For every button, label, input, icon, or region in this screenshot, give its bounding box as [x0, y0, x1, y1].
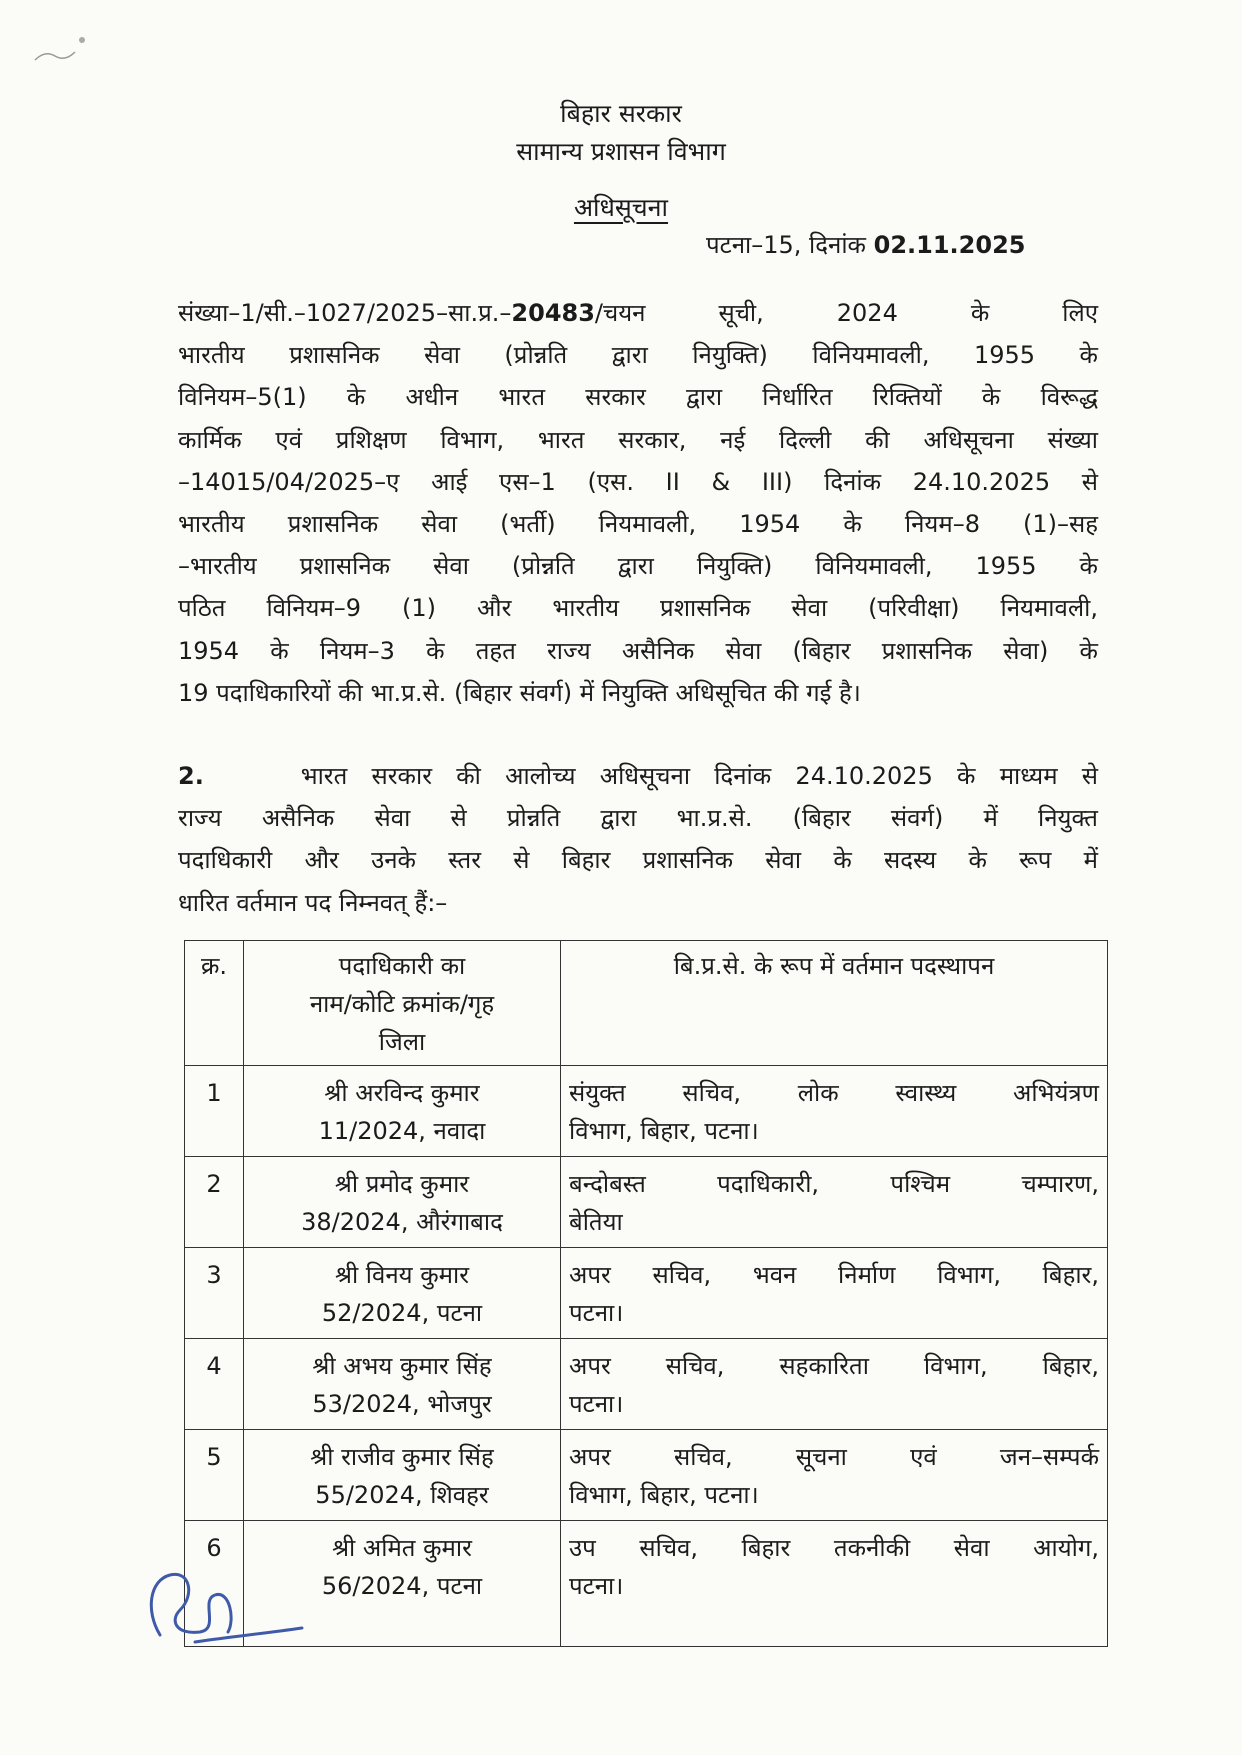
posting-line: पटना। — [569, 1572, 624, 1600]
officer-code-district: 56/2024, पटना — [321, 1572, 483, 1600]
officers-table — [184, 940, 1108, 1647]
table-row — [185, 1066, 1108, 1157]
row-posting — [561, 1066, 1108, 1157]
posting-line: संयुक्त सचिव, लोक स्वास्थ्य अभियंत्रण — [569, 1079, 1099, 1107]
department-name: सामान्य प्रशासन विभाग — [516, 137, 726, 166]
signature-mark — [140, 1540, 310, 1650]
row-serial: 5 — [185, 1430, 244, 1521]
posting-line: बन्दोबस्त पदाधिकारी, पश्चिम चम्पारण, — [569, 1170, 1099, 1198]
row-officer — [244, 1157, 561, 1248]
officer-code-district: 52/2024, पटना — [321, 1299, 483, 1327]
table-row — [185, 1521, 1108, 1647]
row-serial: 1 — [185, 1066, 244, 1157]
row-serial: 6 — [185, 1521, 244, 1647]
paragraph-2-line: पदाधिकारी और उनके स्तर से बिहार प्रशासनिक सेवा के सदस्य के रूप में — [178, 846, 1098, 875]
header-name-line: नाम/कोटि क्रमांक/गृह — [309, 990, 495, 1018]
posting-line: पटना। — [569, 1390, 624, 1418]
table-row — [185, 1157, 1108, 1248]
officer-name: श्री अभय कुमार सिंह — [312, 1352, 492, 1380]
posting-line: अपर सचिव, भवन निर्माण विभाग, बिहार, — [569, 1261, 1099, 1289]
paragraph-2-text: भारत सरकार की आलोच्य अधिसूचना दिनांक 24.10.2025 के माध्यम से — [300, 762, 1099, 790]
header-name-line: जिला — [378, 1028, 426, 1056]
header-serial: क्र. — [185, 941, 244, 1066]
officer-name: श्री प्रमोद कुमार — [334, 1170, 470, 1198]
paragraph-1-line: भारतीय प्रशासनिक सेवा (प्रोन्नति द्वारा नियुक्ति) विनियमावली, 1955 के — [178, 341, 1098, 370]
table-row — [185, 1339, 1108, 1430]
officer-code-district: 11/2024, नवादा — [318, 1117, 486, 1145]
paragraph-2-line — [178, 755, 1098, 797]
posting-line: अपर सचिव, सहकारिता विभाग, बिहार, — [569, 1352, 1099, 1380]
posting-line: उप सचिव, बिहार तकनीकी सेवा आयोग, — [569, 1534, 1099, 1562]
row-posting — [561, 1248, 1108, 1339]
paragraph-2-line: धारित वर्तमान पद निम्नवत् हैं:– — [178, 888, 448, 917]
table-header-row — [185, 941, 1108, 1066]
row-posting — [561, 1521, 1108, 1647]
officer-name: श्री विनय कुमार — [334, 1261, 470, 1289]
officer-name: श्री अरविन्द कुमार — [324, 1079, 480, 1107]
row-posting — [561, 1430, 1108, 1521]
row-officer — [244, 1430, 561, 1521]
row-posting — [561, 1157, 1108, 1248]
paragraph-1-line: –भारतीय प्रशासनिक सेवा (प्रोन्नति द्वारा नियुक्ति) विनियमावली, 1955 के — [178, 552, 1098, 581]
reference-prefix: संख्या–1/सी.–1027/2025–सा.प्र.– — [178, 299, 512, 327]
officer-name: श्री राजीव कुमार सिंह — [310, 1443, 494, 1471]
officer-code-district: 55/2024, शिवहर — [315, 1481, 489, 1509]
row-serial: 4 — [185, 1339, 244, 1430]
officer-name: श्री अमित कुमार — [332, 1534, 472, 1562]
paragraph-1-line: कार्मिक एवं प्रशिक्षण विभाग, भारत सरकार, नई दिल्ली की अधिसूचना संख्या — [178, 425, 1098, 454]
paragraph-1-line: –14015/04/2025–ए आई एस–1 (एस. II & III) दिनांक 24.10.2025 से — [178, 467, 1098, 496]
place-label: पटना–15, दिनांक — [706, 231, 866, 259]
header-current-posting: बि.प्र.से. के रूप में वर्तमान पदस्थापन — [561, 941, 1108, 1066]
table-row — [185, 1430, 1108, 1521]
header-officer-name — [244, 941, 561, 1066]
row-posting — [561, 1339, 1108, 1430]
posting-line: पटना। — [569, 1299, 624, 1327]
paragraph-1 — [178, 292, 1098, 714]
notice-date: 02.11.2025 — [873, 231, 1026, 259]
posting-line: विभाग, बिहार, पटना। — [569, 1117, 759, 1145]
paragraph-1-line — [178, 292, 1098, 334]
row-officer — [244, 1066, 561, 1157]
notice-title — [0, 190, 1242, 224]
posting-line: बेतिया — [569, 1208, 623, 1236]
row-serial: 3 — [185, 1248, 244, 1339]
row-serial: 2 — [185, 1157, 244, 1248]
paragraph-1-line: पठित विनियम–9 (1) और भारतीय प्रशासनिक सेवा (परिवीक्षा) नियमावली, — [178, 594, 1098, 623]
place-date — [706, 228, 1025, 261]
table-row — [185, 1248, 1108, 1339]
reference-suffix: /चयन सूची, 2024 के लिए — [594, 299, 1098, 327]
government-name: बिहार सरकार — [560, 99, 682, 128]
row-officer — [244, 1248, 561, 1339]
reference-number: 20483 — [511, 299, 595, 327]
paragraph-2 — [178, 755, 1098, 924]
paragraph-1-line: 19 पदाधिकारियों की भा.प्र.से. (बिहार संवर्ग) में नियुक्ति अधिसूचित की गई है। — [178, 678, 861, 707]
paragraph-2-line: राज्य असैनिक सेवा से प्रोन्नति द्वारा भा.प्र.से. (बिहार संवर्ग) में नियुक्त — [178, 804, 1098, 833]
header-name-line: पदाधिकारी का — [338, 952, 466, 980]
officer-code-district: 53/2024, भोजपुर — [312, 1390, 492, 1418]
officer-code-district: 38/2024, औरंगाबाद — [301, 1208, 503, 1236]
paragraph-1-line: भारतीय प्रशासनिक सेवा (भर्ती) नियमावली, 1954 के नियम–8 (1)–सह — [178, 510, 1098, 539]
row-officer — [244, 1339, 561, 1430]
paragraph-1-line: 1954 के नियम–3 के तहत राज्य असैनिक सेवा (बिहार प्रशासनिक सेवा) के — [178, 636, 1098, 665]
posting-line: अपर सचिव, सूचना एवं जन–सम्पर्क — [569, 1443, 1099, 1471]
paragraph-1-line: विनियम–5(1) के अधीन भारत सरकार द्वारा निर्धारित रिक्तियों के विरूद्ध — [178, 383, 1098, 412]
posting-line: विभाग, बिहार, पटना। — [569, 1481, 759, 1509]
notice-title-text: अधिसूचना — [573, 193, 669, 222]
paragraph-number: 2. — [178, 762, 204, 790]
margin-scribble — [30, 30, 90, 70]
